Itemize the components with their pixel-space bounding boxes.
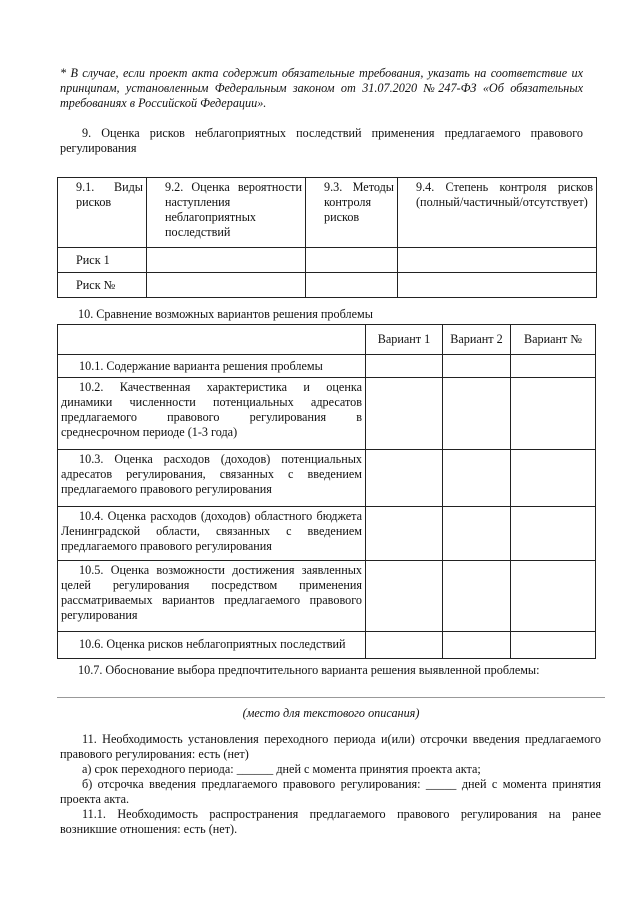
variant-cell[interactable] <box>443 561 511 632</box>
variant-row-label: 10.2. Качественная характеристика и оценка динамики численности потенциальных адресатов предлагаемого правового регулирования в среднесрочном периоде (1-3 года) <box>61 380 362 439</box>
variants-header-row <box>58 325 596 355</box>
text-description-placeholder: (место для текстового описания) <box>242 706 420 720</box>
variant-cell[interactable] <box>511 561 596 632</box>
table-row <box>58 273 597 298</box>
variant-cell[interactable] <box>511 450 596 507</box>
variant-n-header: Вариант № <box>511 325 596 355</box>
variant-cell[interactable] <box>366 507 443 561</box>
risk-cell[interactable] <box>398 273 597 298</box>
table-row <box>58 561 596 632</box>
footnote-text: * В случае, если проект акта содержит обязательные требования, указать на соответствие их принципам, установленным Федеральным законом от 31.07.2020 №247-ФЗ «Об обязательных требованиях в Российской Федерации». <box>60 66 583 110</box>
table-row <box>58 248 597 273</box>
section-11-paragraph: 11. Необходимость установления переходного периода и(или) отсрочки введения предлагаемого правового регулирования: есть (нет) <box>60 732 601 761</box>
section-10-heading: 10. Сравнение возможных вариантов решения проблемы <box>78 307 373 321</box>
section-11-1-paragraph: 11.1. Необходимость распространения предлагаемого правового регулирования на ранее возникшие отношения: есть (нет). <box>60 807 601 836</box>
variant-row-label: 10.1. Содержание варианта решения проблемы <box>79 359 323 373</box>
risk-cell[interactable] <box>398 248 597 273</box>
table-row <box>58 355 596 378</box>
section-9-heading: 9. Оценка рисков неблагоприятных последствий применения предлагаемого правового регулирования <box>60 126 583 155</box>
variant-cell[interactable] <box>511 355 596 378</box>
table-row <box>58 507 596 561</box>
risk-control-degree-header: 9.4. Степень контроля рисков (полный/частичный/отсутствует) <box>398 178 597 248</box>
variant-cell[interactable] <box>511 507 596 561</box>
variant-cell[interactable] <box>443 378 511 450</box>
risk-cell[interactable] <box>147 273 306 298</box>
variant-cell[interactable] <box>511 378 596 450</box>
variant-cell[interactable] <box>443 507 511 561</box>
variant-cell[interactable] <box>366 355 443 378</box>
variant-cell[interactable] <box>511 632 596 659</box>
text-entry-line[interactable] <box>57 697 605 698</box>
table-row <box>58 632 596 659</box>
risk-types-header: 9.1. Виды рисков <box>58 178 147 248</box>
variant-row-label: 10.6. Оценка рисков неблагоприятных последствий <box>79 637 346 651</box>
variant-cell[interactable] <box>443 355 511 378</box>
variant-cell[interactable] <box>366 450 443 507</box>
variant-cell[interactable] <box>443 632 511 659</box>
section-11-item-b: б) отсрочка введения предлагаемого правового регулирования: _____ дней с момента принятия проекта акта. <box>60 777 601 806</box>
variant-2-header: Вариант 2 <box>443 325 511 355</box>
risk-table <box>57 177 597 298</box>
variant-row-label: 10.4. Оценка расходов (доходов) областного бюджета Ленинградской области, связанных с введением предлагаемого правового регулирования <box>61 509 362 553</box>
risk-probability-header: 9.2. Оценка вероятности наступления неблагоприятных последствий <box>147 178 306 248</box>
risk-cell[interactable] <box>306 248 398 273</box>
variant-row-label: 10.3. Оценка расходов (доходов) потенциальных адресатов регулирования, связанных с введением предлагаемого правового регулирования <box>61 452 362 496</box>
variant-cell[interactable] <box>366 561 443 632</box>
table-row <box>58 450 596 507</box>
variant-1-header: Вариант 1 <box>366 325 443 355</box>
variant-cell[interactable] <box>366 378 443 450</box>
variant-cell[interactable] <box>366 632 443 659</box>
variant-row-label: 10.5. Оценка возможности достижения заявленных целей регулирования посредством применения рассматриваемых вариантов предлагаемого правового регулирования <box>61 563 362 622</box>
risk-row-label: Риск № <box>58 273 147 298</box>
variants-table <box>57 324 596 659</box>
risk-cell[interactable] <box>147 248 306 273</box>
risk-row-label: Риск 1 <box>58 248 147 273</box>
section-11-item-a: а) срок переходного периода: ______ дней с момента принятия проекта акта; <box>82 762 481 776</box>
risk-cell[interactable] <box>306 273 398 298</box>
risk-control-methods-header: 9.3. Методы контроля рисков <box>306 178 398 248</box>
risk-table-header-row <box>58 178 597 248</box>
variants-corner-cell <box>58 325 366 355</box>
variant-cell[interactable] <box>443 450 511 507</box>
item-10-7-label: 10.7. Обоснование выбора предпочтительного варианта решения выявленной проблемы: <box>78 663 540 677</box>
table-row <box>58 378 596 450</box>
